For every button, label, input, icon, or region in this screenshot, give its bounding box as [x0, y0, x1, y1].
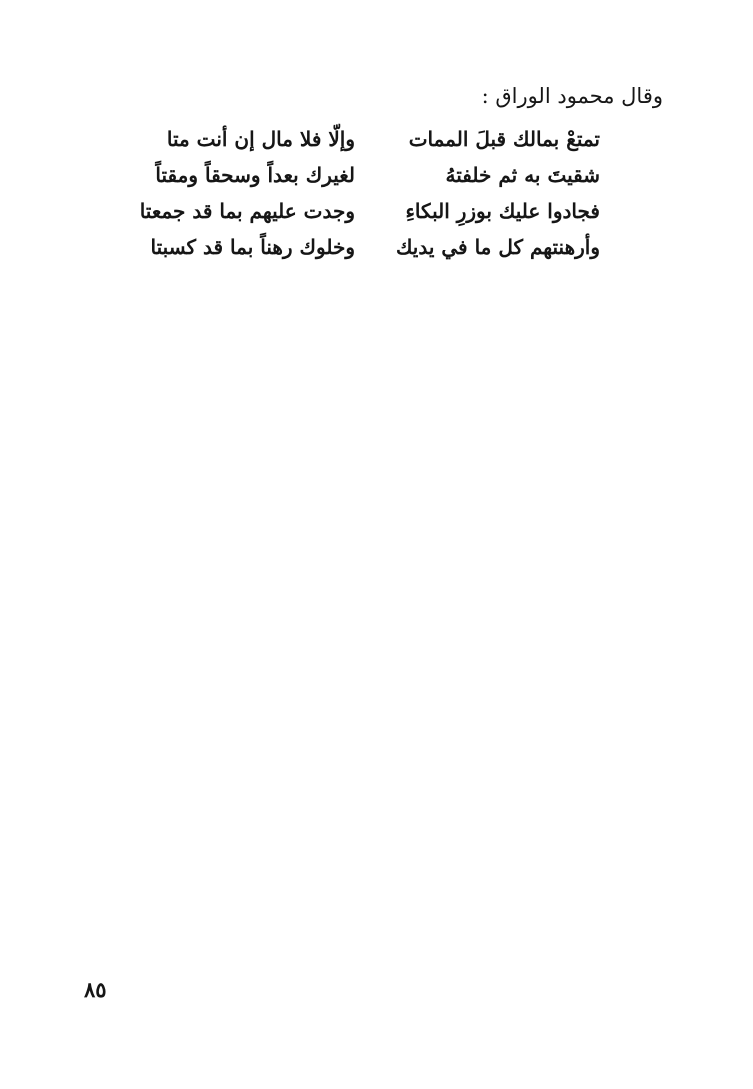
page-number: ٨٥	[84, 977, 107, 1002]
verse-second-hemistich: وإلّا فلا مال إن أنت متا	[166, 127, 355, 151]
verse-first-hemistich: تمتعْ بمالك قبلَ الممات	[408, 127, 600, 151]
poem	[139, 122, 600, 266]
verse-second-hemistich: وجدت عليهم بما قد جمعتا	[139, 199, 355, 223]
verse-second-hemistich: وخلوك رهناً بما قد كسبتا	[150, 235, 355, 259]
poem-introduction: وقال محمود الوراق :	[481, 84, 663, 108]
verse-second-hemistich: لغيرك بعداً وسحقاً ومقتاً	[155, 163, 355, 187]
poem-verse	[155, 158, 600, 194]
verse-first-hemistich: شقيتَ به ثم خلفتهُ	[445, 163, 600, 187]
poem-verse	[160, 122, 600, 158]
poem-verse	[150, 230, 600, 266]
poem-verse	[139, 194, 600, 230]
verse-first-hemistich: وأرهنتهم كل ما في يديك	[395, 235, 600, 259]
verse-first-hemistich: فجادوا عليك بوزرِ البكاءِ	[405, 199, 600, 223]
